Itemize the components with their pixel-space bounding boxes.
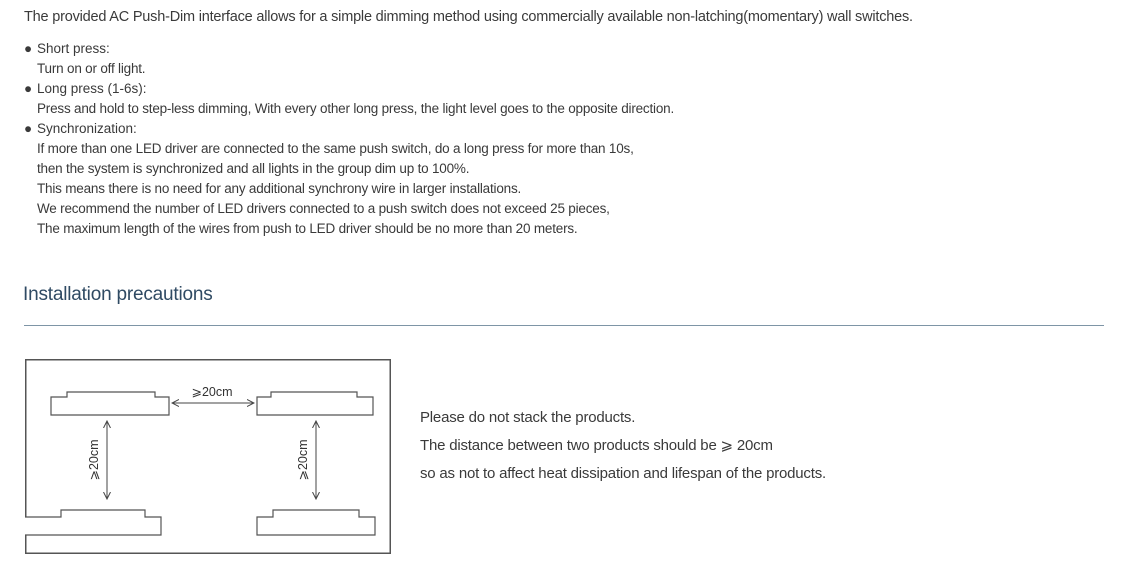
feature-description: If more than one LED driver are connected to the same push switch, do a long press for more than 10s, bbox=[37, 141, 634, 156]
driver-top-left-shape bbox=[51, 392, 169, 415]
feature-description: Press and hold to step-less dimming, With every other long press, the light level goes to the opposite direction. bbox=[37, 101, 674, 116]
driver-top-right-shape bbox=[257, 392, 373, 415]
bullet-icon: ● bbox=[24, 81, 33, 96]
feature-description: This means there is no need for any additional synchrony wire in larger installations. bbox=[37, 181, 522, 196]
note-line: so as not to affect heat dissipation and lifespan of the products. bbox=[420, 465, 826, 482]
feature-title-short-press bbox=[24, 39, 1024, 59]
bullet-icon: ● bbox=[24, 41, 33, 56]
feature-description: Turn on or off light. bbox=[37, 61, 146, 76]
feature-title-synchronization bbox=[24, 119, 1024, 139]
driver-bottom-right-shape bbox=[257, 510, 375, 535]
installation-notes bbox=[420, 404, 826, 488]
intro-text: The provided AC Push-Dim interface allows for a simple dimming method using commercially available non-latching(momentary) wall switches. bbox=[24, 9, 913, 25]
driver-bottom-left-shape bbox=[25, 510, 161, 535]
spacing-diagram bbox=[25, 359, 391, 554]
feature-description: The maximum length of the wires from push to LED driver should be no more than 20 meters. bbox=[37, 221, 578, 236]
feature-description: We recommend the number of LED drivers connected to a push switch does not exceed 25 pieces, bbox=[37, 201, 610, 216]
note-line: Please do not stack the products. bbox=[420, 409, 636, 426]
feature-description: then the system is synchronized and all lights in the group dim up to 100%. bbox=[37, 161, 470, 176]
feature-title-text: Synchronization: bbox=[37, 121, 137, 136]
right-vertical-gap-label: ⩾20cm bbox=[296, 439, 310, 481]
section-title: Installation precautions bbox=[23, 284, 213, 305]
section-divider bbox=[24, 325, 1104, 326]
feature-title-text: Short press: bbox=[37, 41, 110, 56]
feature-title-long-press bbox=[24, 79, 1024, 99]
horizontal-gap-label: ⩾20cm bbox=[191, 385, 233, 399]
feature-list bbox=[24, 39, 1024, 239]
feature-title-text: Long press (1-6s): bbox=[37, 81, 147, 96]
note-line: The distance between two products should be ⩾ 20cm bbox=[420, 437, 773, 454]
left-vertical-gap-label: ⩾20cm bbox=[87, 439, 101, 481]
bullet-icon: ● bbox=[24, 121, 33, 136]
